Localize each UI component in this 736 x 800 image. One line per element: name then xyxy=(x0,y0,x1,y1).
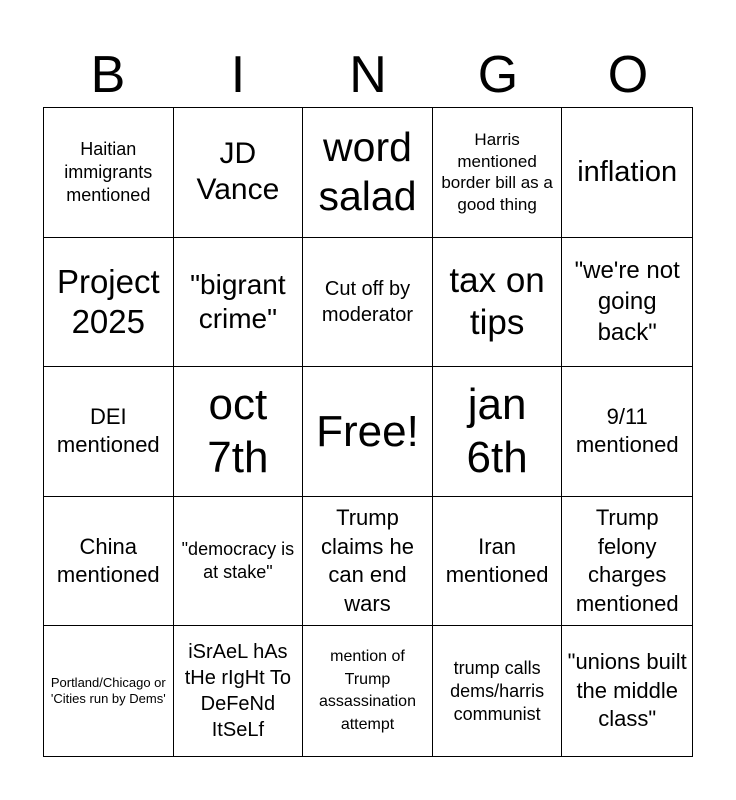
cell-text: oct 7th xyxy=(207,379,269,483)
cell-text: Trump claims he can end wars xyxy=(321,504,414,616)
cell-text: JD Vance xyxy=(196,137,280,207)
header-letter-n: N xyxy=(349,46,387,104)
cell-text: Project 2025 xyxy=(56,263,160,340)
cell-text: Iran mentioned xyxy=(445,533,549,588)
cell-text: Haitian immigrants mentioned xyxy=(64,138,153,205)
bingo-cell[interactable] xyxy=(562,238,692,368)
cell-text: "democracy is at stake" xyxy=(181,539,295,583)
cell-text: mention of Trump assassination attempt xyxy=(319,648,416,733)
bingo-cell[interactable] xyxy=(303,108,433,238)
cell-text: "we're not going back" xyxy=(574,257,680,347)
bingo-cell[interactable] xyxy=(433,367,563,497)
cell-text: trump calls dems/harris communist xyxy=(450,657,545,724)
header-letter-g: G xyxy=(477,46,519,104)
cell-text: Free! xyxy=(316,406,419,456)
bingo-cell[interactable] xyxy=(303,238,433,368)
header-letter-b: B xyxy=(90,46,126,104)
bingo-cell[interactable] xyxy=(303,626,433,756)
bingo-cell[interactable] xyxy=(433,238,563,368)
bingo-cell[interactable] xyxy=(433,626,563,756)
bingo-cell[interactable] xyxy=(562,626,692,756)
cell-text: "unions built the middle class" xyxy=(567,649,687,732)
bingo-cell[interactable] xyxy=(303,367,433,497)
bingo-cell[interactable] xyxy=(562,108,692,238)
cell-text: word salad xyxy=(318,124,417,220)
bingo-cell[interactable] xyxy=(433,497,563,627)
cell-text: Portland/Chicago or 'Cities run by Dems' xyxy=(50,674,166,707)
bingo-cell[interactable] xyxy=(44,626,174,756)
bingo-cell[interactable] xyxy=(44,367,174,497)
bingo-cell[interactable] xyxy=(174,367,304,497)
bingo-cell[interactable] xyxy=(44,497,174,627)
cell-text: 9/11 mentioned xyxy=(575,403,679,458)
cell-text: jan 6th xyxy=(466,379,528,483)
bingo-cell[interactable] xyxy=(433,108,563,238)
cell-text: DEI mentioned xyxy=(56,403,160,458)
bingo-board xyxy=(43,107,693,757)
bingo-cell[interactable] xyxy=(44,238,174,368)
bingo-cell[interactable] xyxy=(174,108,304,238)
bingo-cell[interactable] xyxy=(562,367,692,497)
bingo-cell[interactable] xyxy=(44,108,174,238)
cell-text: iSrAeL hAs tHe rIgHt To DeFeNd ItSeLf xyxy=(184,641,292,742)
bingo-cell[interactable] xyxy=(303,497,433,627)
bingo-cell[interactable] xyxy=(562,497,692,627)
cell-text: Cut off by moderator xyxy=(321,277,414,326)
bingo-cell[interactable] xyxy=(174,626,304,756)
header-letter-o: O xyxy=(607,46,649,104)
cell-text: inflation xyxy=(577,155,678,188)
cell-text: tax on tips xyxy=(449,260,545,342)
cell-text: "bigrant crime" xyxy=(190,269,286,334)
bingo-cell[interactable] xyxy=(174,497,304,627)
cell-text: Trump felony charges mentioned xyxy=(575,504,679,616)
header-letter-i: I xyxy=(230,46,246,104)
cell-text: China mentioned xyxy=(56,533,160,588)
cell-text: Harris mentioned border bill as a good thing xyxy=(441,129,553,215)
bingo-header xyxy=(43,44,693,106)
bingo-cell[interactable] xyxy=(174,238,304,368)
